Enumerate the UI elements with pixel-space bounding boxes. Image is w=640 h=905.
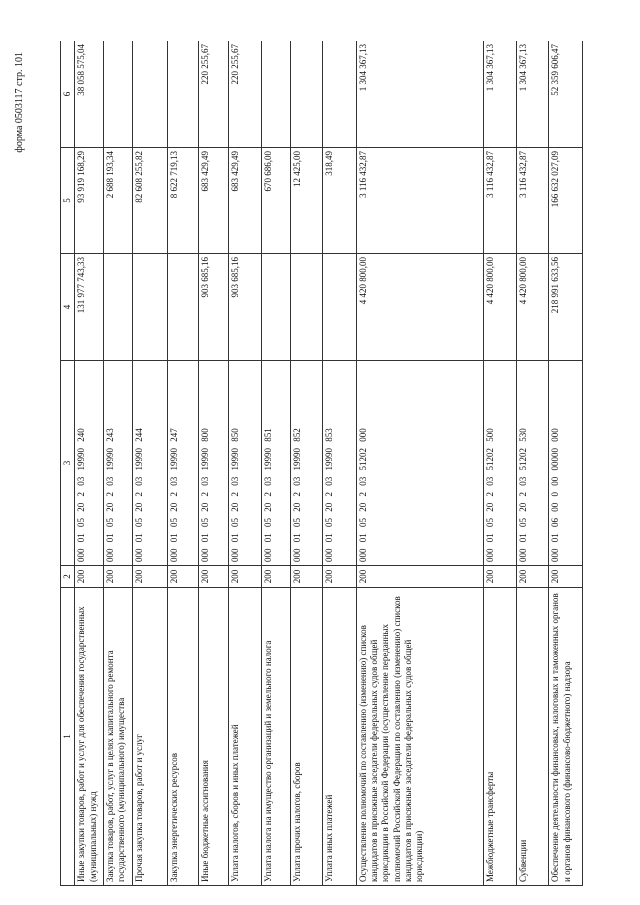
column-header: 1 [61, 588, 75, 886]
line-code-cell: 200 [549, 566, 583, 588]
budget-classification-code-cell: 000 01 05 20 2 03 51202 000 [356, 361, 483, 566]
row-name-cell: Закупка энергетических ресурсов [167, 588, 198, 886]
budget-classification-code-cell: 000 01 05 20 2 03 19990 851 [262, 361, 291, 566]
column-header: 2 [61, 566, 75, 588]
approved-budget-cell [262, 254, 291, 361]
line-code-cell: 200 [228, 566, 261, 588]
unexecuted-amount-cell: 220 255,67 [198, 41, 228, 148]
unexecuted-amount-cell [291, 41, 323, 148]
unexecuted-amount-cell [104, 41, 133, 148]
budget-classification-code-cell: 000 01 05 20 2 03 19990 247 [167, 361, 198, 566]
row-name-cell: Иные закупки товаров, работ и услуг для обеспечения государственных (муниципальных) нужд [75, 588, 104, 886]
line-code-cell: 200 [75, 566, 104, 588]
budget-classification-code-cell: 000 01 05 20 2 03 19990 852 [291, 361, 323, 566]
approved-budget-cell: 903 685,16 [228, 254, 261, 361]
table-row [323, 41, 356, 886]
table-row [228, 41, 261, 886]
table-row [75, 41, 104, 886]
row-name-cell: Обеспечение деятельности финансовых, налоговых и таможенных органов и органов финансового (финансово-бюджетного) надзора [549, 588, 583, 886]
unexecuted-amount-cell: 1 304 367,13 [356, 41, 483, 148]
line-code-cell: 200 [517, 566, 549, 588]
executed-amount-cell: 318,49 [323, 148, 356, 254]
approved-budget-cell: 4 420 800,00 [517, 254, 549, 361]
row-name-cell: Уплата иных платежей [323, 588, 356, 886]
line-code-cell: 200 [291, 566, 323, 588]
unexecuted-amount-cell [133, 41, 168, 148]
approved-budget-cell: 4 420 800,00 [356, 254, 483, 361]
line-code-cell: 200 [133, 566, 168, 588]
column-header: 5 [61, 148, 75, 254]
rotated-table-container [60, 41, 583, 886]
row-name-cell: Субвенции [517, 588, 549, 886]
budget-classification-code-cell: 000 01 05 20 2 03 19990 243 [104, 361, 133, 566]
row-name-cell: Закупка товаров, работ, услуг в целях капитального ремонта государственного (муниципального) имущества [104, 588, 133, 886]
approved-budget-cell [104, 254, 133, 361]
executed-amount-cell: 683 429,49 [228, 148, 261, 254]
executed-amount-cell: 670 686,00 [262, 148, 291, 254]
column-header: 6 [61, 41, 75, 148]
budget-classification-code-cell: 000 01 05 20 2 03 51202 530 [517, 361, 549, 566]
executed-amount-cell: 166 632 027,09 [549, 148, 583, 254]
unexecuted-amount-cell [167, 41, 198, 148]
executed-amount-cell: 93 919 168,29 [75, 148, 104, 254]
row-name-cell: Межбюджетные трансферты [483, 588, 516, 886]
budget-classification-code-cell: 000 01 05 20 2 03 19990 853 [323, 361, 356, 566]
budget-classification-code-cell: 000 01 05 20 2 03 51202 500 [483, 361, 516, 566]
approved-budget-cell [323, 254, 356, 361]
table-row [517, 41, 549, 886]
budget-execution-table [60, 41, 583, 886]
table-row [356, 41, 483, 886]
approved-budget-cell [291, 254, 323, 361]
table-row [291, 41, 323, 886]
executed-amount-cell: 3 116 432,87 [517, 148, 549, 254]
report-table-frame [60, 41, 583, 886]
table-row [133, 41, 168, 886]
unexecuted-amount-cell: 1 304 367,13 [517, 41, 549, 148]
form-label: форма 0503117 стр. 101 [14, 52, 25, 153]
row-name-cell: Уплата прочих налогов, сборов [291, 588, 323, 886]
approved-budget-cell: 131 977 743,33 [75, 254, 104, 361]
executed-amount-cell: 8 622 719,13 [167, 148, 198, 254]
executed-amount-cell: 82 608 255,82 [133, 148, 168, 254]
unexecuted-amount-cell: 1 304 367,13 [483, 41, 516, 148]
approved-budget-cell [133, 254, 168, 361]
budget-classification-code-cell: 000 01 05 20 2 03 19990 850 [228, 361, 261, 566]
row-name-cell: Прочая закупка товаров, работ и услуг [133, 588, 168, 886]
unexecuted-amount-cell: 52 359 606,47 [549, 41, 583, 148]
unexecuted-amount-cell [262, 41, 291, 148]
table-row [167, 41, 198, 886]
line-code-cell: 200 [104, 566, 133, 588]
budget-classification-code-cell: 000 01 06 00 0 00 00000 000 [549, 361, 583, 566]
column-header: 4 [61, 254, 75, 361]
row-name-cell: Осуществление полномочий по составлению (изменению) списков кандидатов в присяжные заседатели федеральных судов общей юрисдикции в Российской Федерации (осуществление переданных полномочий Российской Федерации по составлению (изменению) списков кандидатов в присяжные заседатели федеральных судов общей юрисдикции) [356, 588, 483, 886]
table-row [262, 41, 291, 886]
approved-budget-cell: 218 991 633,56 [549, 254, 583, 361]
row-name-cell: Уплата налогов, сборов и иных платежей [228, 588, 261, 886]
unexecuted-amount-cell [323, 41, 356, 148]
table-row [549, 41, 583, 886]
executed-amount-cell: 683 429,49 [198, 148, 228, 254]
executed-amount-cell: 12 425,00 [291, 148, 323, 254]
table-row [198, 41, 228, 886]
line-code-cell: 200 [198, 566, 228, 588]
line-code-cell: 200 [262, 566, 291, 588]
line-code-cell: 200 [323, 566, 356, 588]
approved-budget-cell: 903 685,16 [198, 254, 228, 361]
table-row [483, 41, 516, 886]
row-name-cell: Иные бюджетные ассигнования [198, 588, 228, 886]
line-code-cell: 200 [167, 566, 198, 588]
budget-classification-code-cell: 000 01 05 20 2 03 19990 244 [133, 361, 168, 566]
unexecuted-amount-cell: 220 255,67 [228, 41, 261, 148]
row-name-cell: Уплата налога на имущество организаций и земельного налога [262, 588, 291, 886]
line-code-cell: 200 [483, 566, 516, 588]
column-header: 3 [61, 361, 75, 566]
table-row [104, 41, 133, 886]
approved-budget-cell [167, 254, 198, 361]
executed-amount-cell: 3 116 432,87 [356, 148, 483, 254]
line-code-cell: 200 [356, 566, 483, 588]
column-number-header-row [61, 41, 75, 886]
budget-classification-code-cell: 000 01 05 20 2 03 19990 800 [198, 361, 228, 566]
unexecuted-amount-cell: 38 058 575,04 [75, 41, 104, 148]
executed-amount-cell: 3 116 432,87 [483, 148, 516, 254]
budget-classification-code-cell: 000 01 05 20 2 03 19990 240 [75, 361, 104, 566]
approved-budget-cell: 4 420 800,00 [483, 254, 516, 361]
executed-amount-cell: 2 688 193,34 [104, 148, 133, 254]
